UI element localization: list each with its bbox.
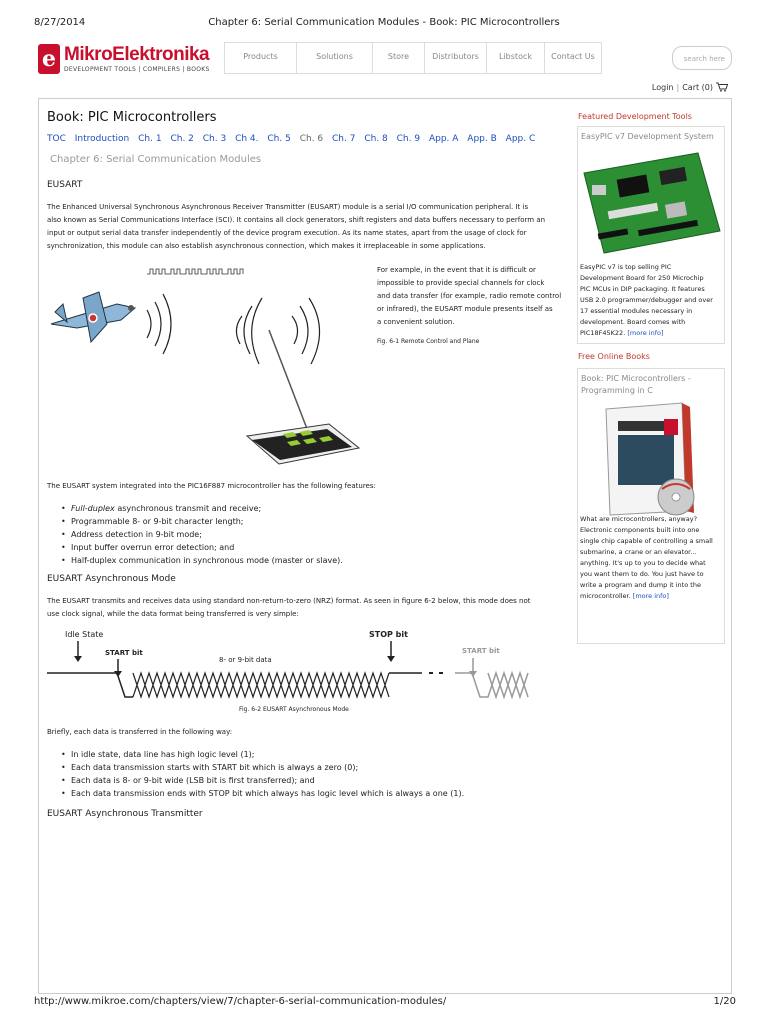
- toc-link[interactable]: Ch. 7: [332, 134, 356, 144]
- toc-link[interactable]: Ch. 9: [396, 134, 421, 144]
- toc-link[interactable]: TOC: [47, 134, 66, 144]
- toc-link[interactable]: App. A: [428, 134, 459, 144]
- featured-tool-caption[interactable]: EasyPIC v7 Development System: [581, 132, 714, 141]
- book-cover-image[interactable]: [578, 401, 724, 519]
- book-description: What are microcontrollers, anyway? Electronic components built into one single chip capable of controlling a small submarine, a crane or an elevator... anything. It's up to you to decide what you want them to do. You just have to write a program and dump it into the microcontroller. [more info]: [580, 515, 713, 600]
- logo-badge-icon: e: [38, 44, 60, 74]
- page-number: 1/20: [713, 996, 736, 1007]
- site-header: [36, 40, 732, 80]
- print-footer: [0, 994, 768, 1024]
- chapter-title: Chapter 6: Serial Communication Modules: [50, 154, 262, 165]
- page-title: Book: PIC Microcontrollers: [47, 110, 217, 125]
- logo-name: MikroElektronika: [64, 44, 210, 65]
- book-card[interactable]: [577, 368, 725, 644]
- toc-current: Ch. 6: [299, 134, 324, 144]
- more-info-link[interactable]: [more info]: [627, 329, 664, 337]
- easypic-board-image[interactable]: [578, 147, 724, 257]
- toc-link[interactable]: Ch. 8: [364, 134, 388, 144]
- list-item: • Full-duplex asynchronous transmit and receive;: [47, 502, 567, 515]
- print-doc-title: Chapter 6: Serial Communication Modules - Book: PIC Microcontrollers: [208, 17, 560, 28]
- intro-paragraph: The Enhanced Universal Synchronous Asynchronous Receiver Transmitter (EUSART) module is a serial I/O communication peripheral. It is also known as Serial Communications Interface (SCI). It contains all clock generators, shift registers and data buffers necessary to perform an input or output serial data transfer independently of the device program execution. As its name states, apart from the usage of clock for synchronization, this module can also establish asynchronous connection, which makes it irreplaceable in some applications.: [47, 203, 546, 250]
- search-input[interactable]: search here: [672, 46, 732, 70]
- list-item: • Programmable 8- or 9-bit character length;: [47, 515, 567, 528]
- remote-plane-illustration: [47, 264, 367, 474]
- print-date: 8/27/2014: [34, 17, 86, 28]
- nav-solutions[interactable]: Solutions: [297, 43, 373, 73]
- toc-link[interactable]: Ch. 5: [267, 134, 291, 144]
- label-start-bit-next: START bit: [462, 647, 500, 655]
- figure-caption: Fig. 6-1 Remote Control and Plane: [377, 338, 480, 345]
- label-stop-bit: STOP bit: [369, 630, 408, 639]
- label-idle-state: Idle State: [65, 630, 104, 639]
- toc-link[interactable]: App. B: [467, 134, 497, 144]
- section-heading-async-mode: EUSART Asynchronous Mode: [47, 574, 176, 584]
- list-item: • Address detection in 9-bit mode;: [47, 528, 567, 541]
- section-heading-eusart: EUSART: [47, 180, 83, 190]
- nav-products[interactable]: Products: [225, 43, 297, 73]
- list-item: • Each data transmission starts with START bit which is always a zero (0);: [47, 761, 567, 774]
- label-data-bits: 8- or 9-bit data: [219, 656, 272, 664]
- list-item: • Each data is 8- or 9-bit wide (LSB bit is first transferred); and: [47, 774, 567, 787]
- list-item: • Half-duplex communication in synchronous mode (master or slave).: [47, 554, 567, 567]
- features-list: [47, 502, 567, 567]
- featured-tools-title: Featured Development Tools: [578, 112, 692, 121]
- toc-link[interactable]: App. C: [505, 134, 536, 144]
- more-info-link[interactable]: [more info]: [632, 592, 669, 600]
- briefly-paragraph: Briefly, each data is transferred in the following way:: [47, 728, 233, 736]
- nav-store[interactable]: Store: [373, 43, 425, 73]
- toc-nav: [47, 134, 541, 144]
- toc-link[interactable]: Ch 4.: [235, 134, 259, 144]
- list-item: • Input buffer overrun error detection; and: [47, 541, 567, 554]
- cart-link[interactable]: Cart (0): [682, 82, 713, 92]
- label-start-bit: START bit: [105, 649, 143, 657]
- nav-libstock[interactable]: Libstock: [487, 43, 545, 73]
- nav-distributors[interactable]: Distributors: [425, 43, 487, 73]
- cart-icon[interactable]: [716, 82, 728, 92]
- main-nav: [224, 42, 602, 74]
- steps-list: [47, 748, 567, 800]
- list-item: • Each data transmission ends with STOP bit which always has logic level which is always a one (1).: [47, 787, 567, 800]
- toc-link[interactable]: Introduction: [74, 134, 130, 144]
- print-header: [0, 0, 768, 40]
- example-paragraph: For example, in the event that it is difficult or impossible to provide special channels for clock and data transfer (for example, radio remote control or infrared), the EUSART module presents itself as a convenient solution.: [377, 266, 562, 326]
- login-link[interactable]: Login: [651, 82, 674, 92]
- list-item: • In idle state, data line has high logic level (1);: [47, 748, 567, 761]
- site-logo[interactable]: [36, 44, 216, 76]
- free-books-title: Free Online Books: [578, 352, 650, 361]
- featured-tool-description: EasyPIC v7 is top selling PIC Development Board for 250 Microchip PIC MCUs in DIP packaging. It features USB 2.0 programmer/debugger and over 17 essential modules necessary in development. Board comes with PIC18F45K22. [more info]: [580, 263, 713, 337]
- section-heading-transmitter: EUSART Asynchronous Transmitter: [47, 809, 203, 819]
- account-bar: Login | Cart (0): [652, 82, 728, 92]
- nav-contact[interactable]: Contact Us: [551, 52, 595, 61]
- figure-caption: Fig. 6-2 EUSART Asynchronous Mode: [239, 706, 349, 713]
- async-mode-diagram: [47, 629, 567, 709]
- features-intro: The EUSART system integrated into the PIC16F887 microcontroller has the following features:: [47, 482, 376, 490]
- async-paragraph: The EUSART transmits and receives data using standard non-return-to-zero (NRZ) format. As seen in figure 6-2 below, this mode does not use clock signal, while the data format being transferred is very simple:: [47, 597, 531, 618]
- logo-tagline: DEVELOPMENT TOOLS | COMPILERS | BOOKS: [64, 66, 210, 73]
- print-url: http://www.mikroe.com/chapters/view/7/chapter-6-serial-communication-modules/: [34, 996, 447, 1007]
- book-caption[interactable]: Book: PIC Microcontrollers - Programming in C: [581, 374, 691, 395]
- toc-link[interactable]: Ch. 2: [170, 134, 194, 144]
- toc-link[interactable]: Ch. 1: [138, 134, 162, 144]
- toc-link[interactable]: Ch. 3: [202, 134, 227, 144]
